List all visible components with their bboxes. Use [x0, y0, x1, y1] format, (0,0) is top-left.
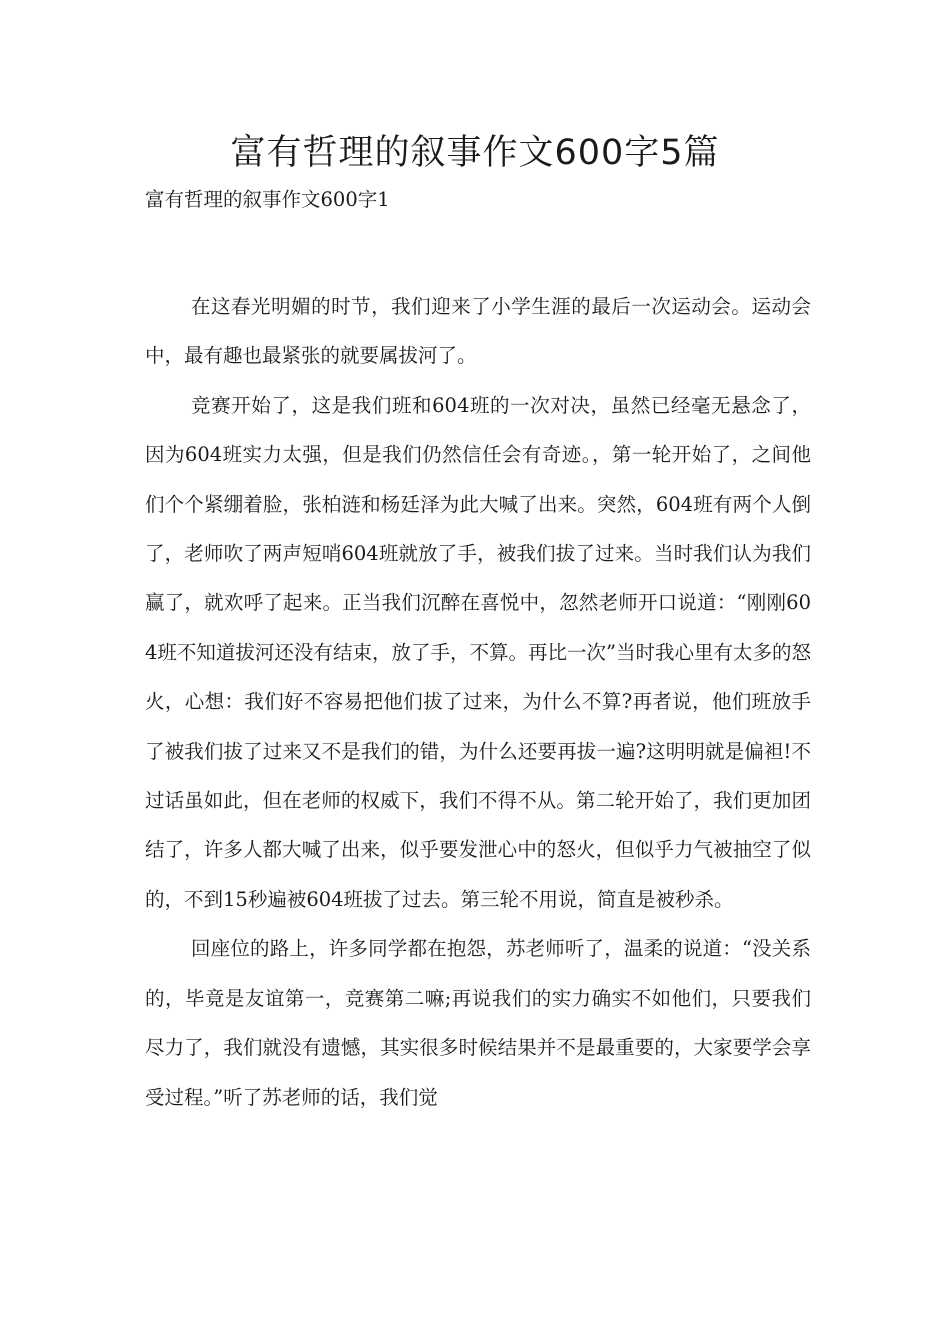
paragraph-1: 在这春光明媚的时节，我们迎来了小学生涯的最后一次运动会。运动会中，最有趣也最紧张的就要属拔河了。 — [145, 295, 811, 368]
section-heading: 富有哲理的叙事作文600字1 — [145, 188, 390, 211]
paragraph-3: 回座位的路上，许多同学都在抱怨，苏老师听了，温柔的说道：“没关系的，毕竟是友谊第一，竞赛第二嘛;再说我们的实力确实不如他们，只要我们尽力了，我们就没有遗憾，其实很多时候结果并不是最重要的，大家要学会享受过程。”听了苏老师的话，我们觉 — [145, 937, 811, 1109]
paragraph-2: 竞赛开始了，这是我们班和604班的一次对决，虽然已经毫无悬念了，因为604班实力太强，但是我们仍然信任会有奇迹。，第一轮开始了，之间他们个个紧绷着脸，张柏涟和杨廷泽为此大喊了出来。突然，604班有两个人倒了，老师吹了两声短哨604班就放了手，被我们拔了过来。当时我们认为我们赢了，就欢呼了起来。正当我们沉醉在喜悦中，忽然老师开口说道：“刚刚604班不知道拔河还没有结束，放了手，不算。再比一次”当时我心里有太多的怒火，心想：我们好不容易把他们拔了过来，为什么不算?再者说，他们班放手了被我们拔了过来又不是我们的错，为什么还要再拔一遍?这明明就是偏袒!不过话虽如此，但在老师的权威下，我们不得不从。第二轮开始了，我们更加团结了，许多人都大喊了出来，似乎要发泄心中的怒火，但似乎力气被抽空了似的，不到15秒遍被604班拔了过去。第三轮不用说，简直是被秒杀。 — [145, 393, 811, 911]
essay-body — [145, 282, 811, 1122]
document-title: 富有哲理的叙事作文600字5篇 — [230, 133, 720, 173]
